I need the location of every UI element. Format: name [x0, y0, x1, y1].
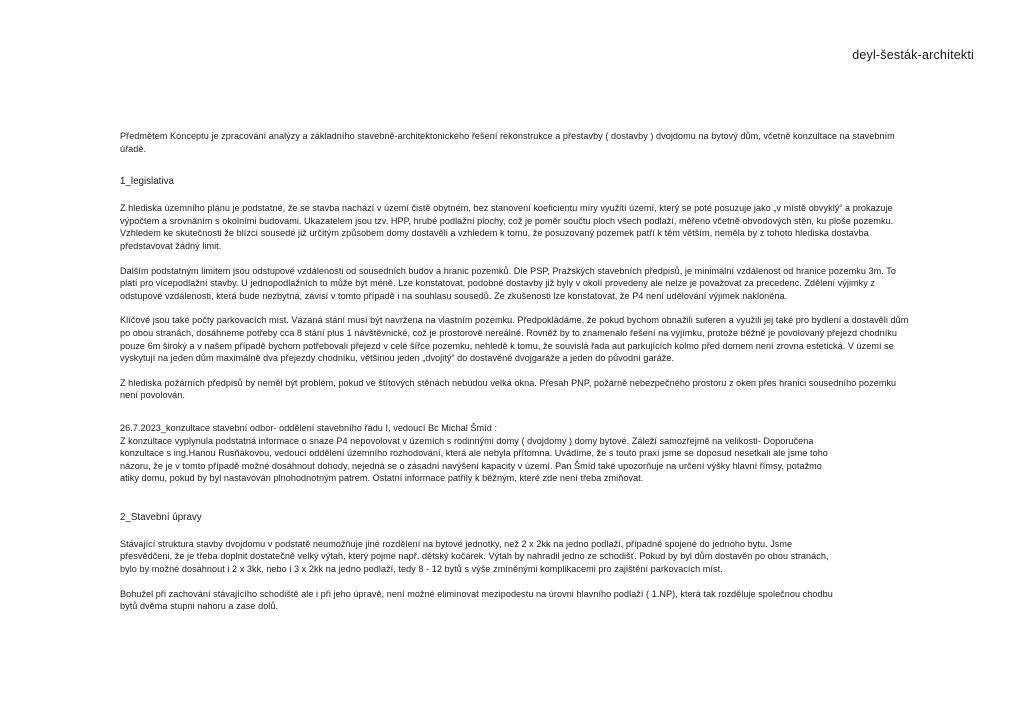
consultation-line-2: konzultace s ing.Hanou Rusňákovou, vedoucí oddělení územního rozhodování, která ale nebyla přítomna. Uvádíme, že s touto praxí jsme se doposud nesetkali ale jsme toho — [120, 448, 828, 459]
stavebni-upravy-line-4: Bohužel při zachování stávajícího schodiště ale i při jeho úpravě, není možné eliminovat mezipodestu na úrovni hlavního podlaží ( 1.NP), která tak rozděluje společnou chodbu — [120, 588, 833, 599]
stavebni-upravy-block-1 — [120, 538, 910, 576]
section-heading-stavebni-upravy: 2_Stavební úpravy — [120, 511, 202, 523]
stavebni-upravy-line-3: bylo by možné dosáhnout i 2 x 3kk, nebo i 3 x 2kk na jedno podlaží, tedy 8 - 12 bytů s výše zmíněnými komplikacemi pro zajištění parkovacích míst. — [120, 564, 723, 575]
letterhead-logo: deyl-šesták-architekti — [852, 48, 974, 62]
paragraph-legislativa-4: Z hlediska požárních předpisů by neměl být problém, pokud ve štítových stěnách nebudou velká okna. Přesah PNP, požárně nebezpečného prostoru z oken přes hranici sousedního pozemku není povolován. — [120, 377, 897, 401]
stavebni-upravy-line-2: přesvědčeni, že je třeba doplnit dostatečně velký výtah, který pojme např. dětský kočárek. Výtah by nahradil jedno ze schodišť. Pokud by byl dům dostavěn po obou stranách, — [120, 551, 829, 562]
consultation-line-3: názoru, že je v tomto případě možné dosáhnout dohody, nejedná se o zásadní navýšení kapacity v území. Pan Šmíd také upozorňuje na určení výšky hlavní římsy, potažmo — [120, 460, 822, 471]
paragraph-legislativa-1: Z hlediska územního plánu je podstatné, že se stavba nachází v území čistě obytném, bez stanovení koeficientu míry využití území, který se poté posuzuje jako „v místě obvyklý“ a prokazuje výpočtem a srovnáním s okolními budovami. Ukazatelem jsou tzv. HPP, hrubé podlažní plochy, což je poměr součtu ploch všech podlaží, měřeno včetně obvodových stěn, ku ploše pozemku. Vzhledem ke skutečnosti že blízcí sousedé již určitým způsobem domy dostavěli a vzhledem k tomu, že posuzovaný pozemek patří k těm větším, neměla by z tohoto hlediska dostavba představovat žádný limit. — [120, 203, 894, 251]
intro-paragraph: Předmětem Konceptu je zpracování analýzy a základního stavebně-architektonického řešení rekonstrukce a přestavby ( dostavby ) dvojdomu na bytový dům, včetně konzultace na stavebním úřadě. — [120, 131, 895, 154]
consultation-title: 26.7.2023_konzultace stavební odbor- oddělení stavebního řádu I, vedoucí Bc Michal Šmíd : — [120, 422, 498, 433]
stavebni-upravy-line-1: Stávající struktura stavby dvojdomu v podstatě neumožňuje jiné rozdělení na bytové jednotky, než 2 x 2kk na jedno podlaží, případně spojené do jednoho bytu. Jsme — [120, 538, 793, 549]
consultation-block — [120, 422, 910, 485]
consultation-line-1: Z konzultace vyplynula podstatná informace o snaze P4 nepovolovat v územích s rodinnými domy ( dvojdomy ) domy bytové. Záleží samozřejmě na velikosti- Doporučena — [120, 435, 814, 446]
document-body — [120, 130, 910, 625]
section-heading-legislativa: 1_legislativa — [120, 176, 174, 188]
stavebni-upravy-line-5: bytů dvěma stupni nahoru a zase dolů. — [120, 601, 279, 612]
stavebni-upravy-block-2 — [120, 588, 910, 613]
consultation-line-4: atiky domu, pokud by byl nastavován plnohodnotným patrem. Ostatní informace patřily k běžným, které zde není třeba zmiňovat. — [120, 473, 644, 484]
paragraph-legislativa-2: Dalším podstatným limitem jsou odstupové vzdálenosti od sousedních budov a hranic pozemků. Dle PSP, Pražských stavebních předpisů, je minimální vzdálenost od hranice pozemku 3m. To platí pro vícepodlažní stavby. U jednopodlažních to může být méně. Lze konstatovat, podobné dostavby již byly v okolí provedeny ale nelze je považovat za precedenc. Zdělení výjimky z odstupové vzdálenosti, která bude nezbytná, závisí v tomto případě i na souhlasu sousedů. Ze zkušenosti lze konstatovat, že P4 není udělování výjimek nakloněna. — [120, 265, 896, 301]
paragraph-legislativa-3: Klíčové jsou také počty parkovacích míst. Vázaná stání musí být navržena na vlastním pozemku. Předpokládáme, že pokud bychom obnažili suteren a využili jej také pro bydlení a dostavěli dům po obou stranách, dosáhneme potřeby cca 8 stání plus 1 návštěvnické, což je prostorově nereálné. Rovněž by to znamenalo řešení na vyjímku, protože běžně je povolovaný přejezd chodníku pouze 6m široký a v našem případě bychom potřebovali přejezd v celé šířce pozemku, nehledě k tomu, že souvislá řada aut parkujících kolmo před domem není zrovna estetická. V území se vyskytují na jeden dům maximálně dva přejezdy chodníku, většinou jeden „dvojitý“ do dostavěné dvojgaráže a jeden do původní garáže. — [120, 315, 909, 364]
